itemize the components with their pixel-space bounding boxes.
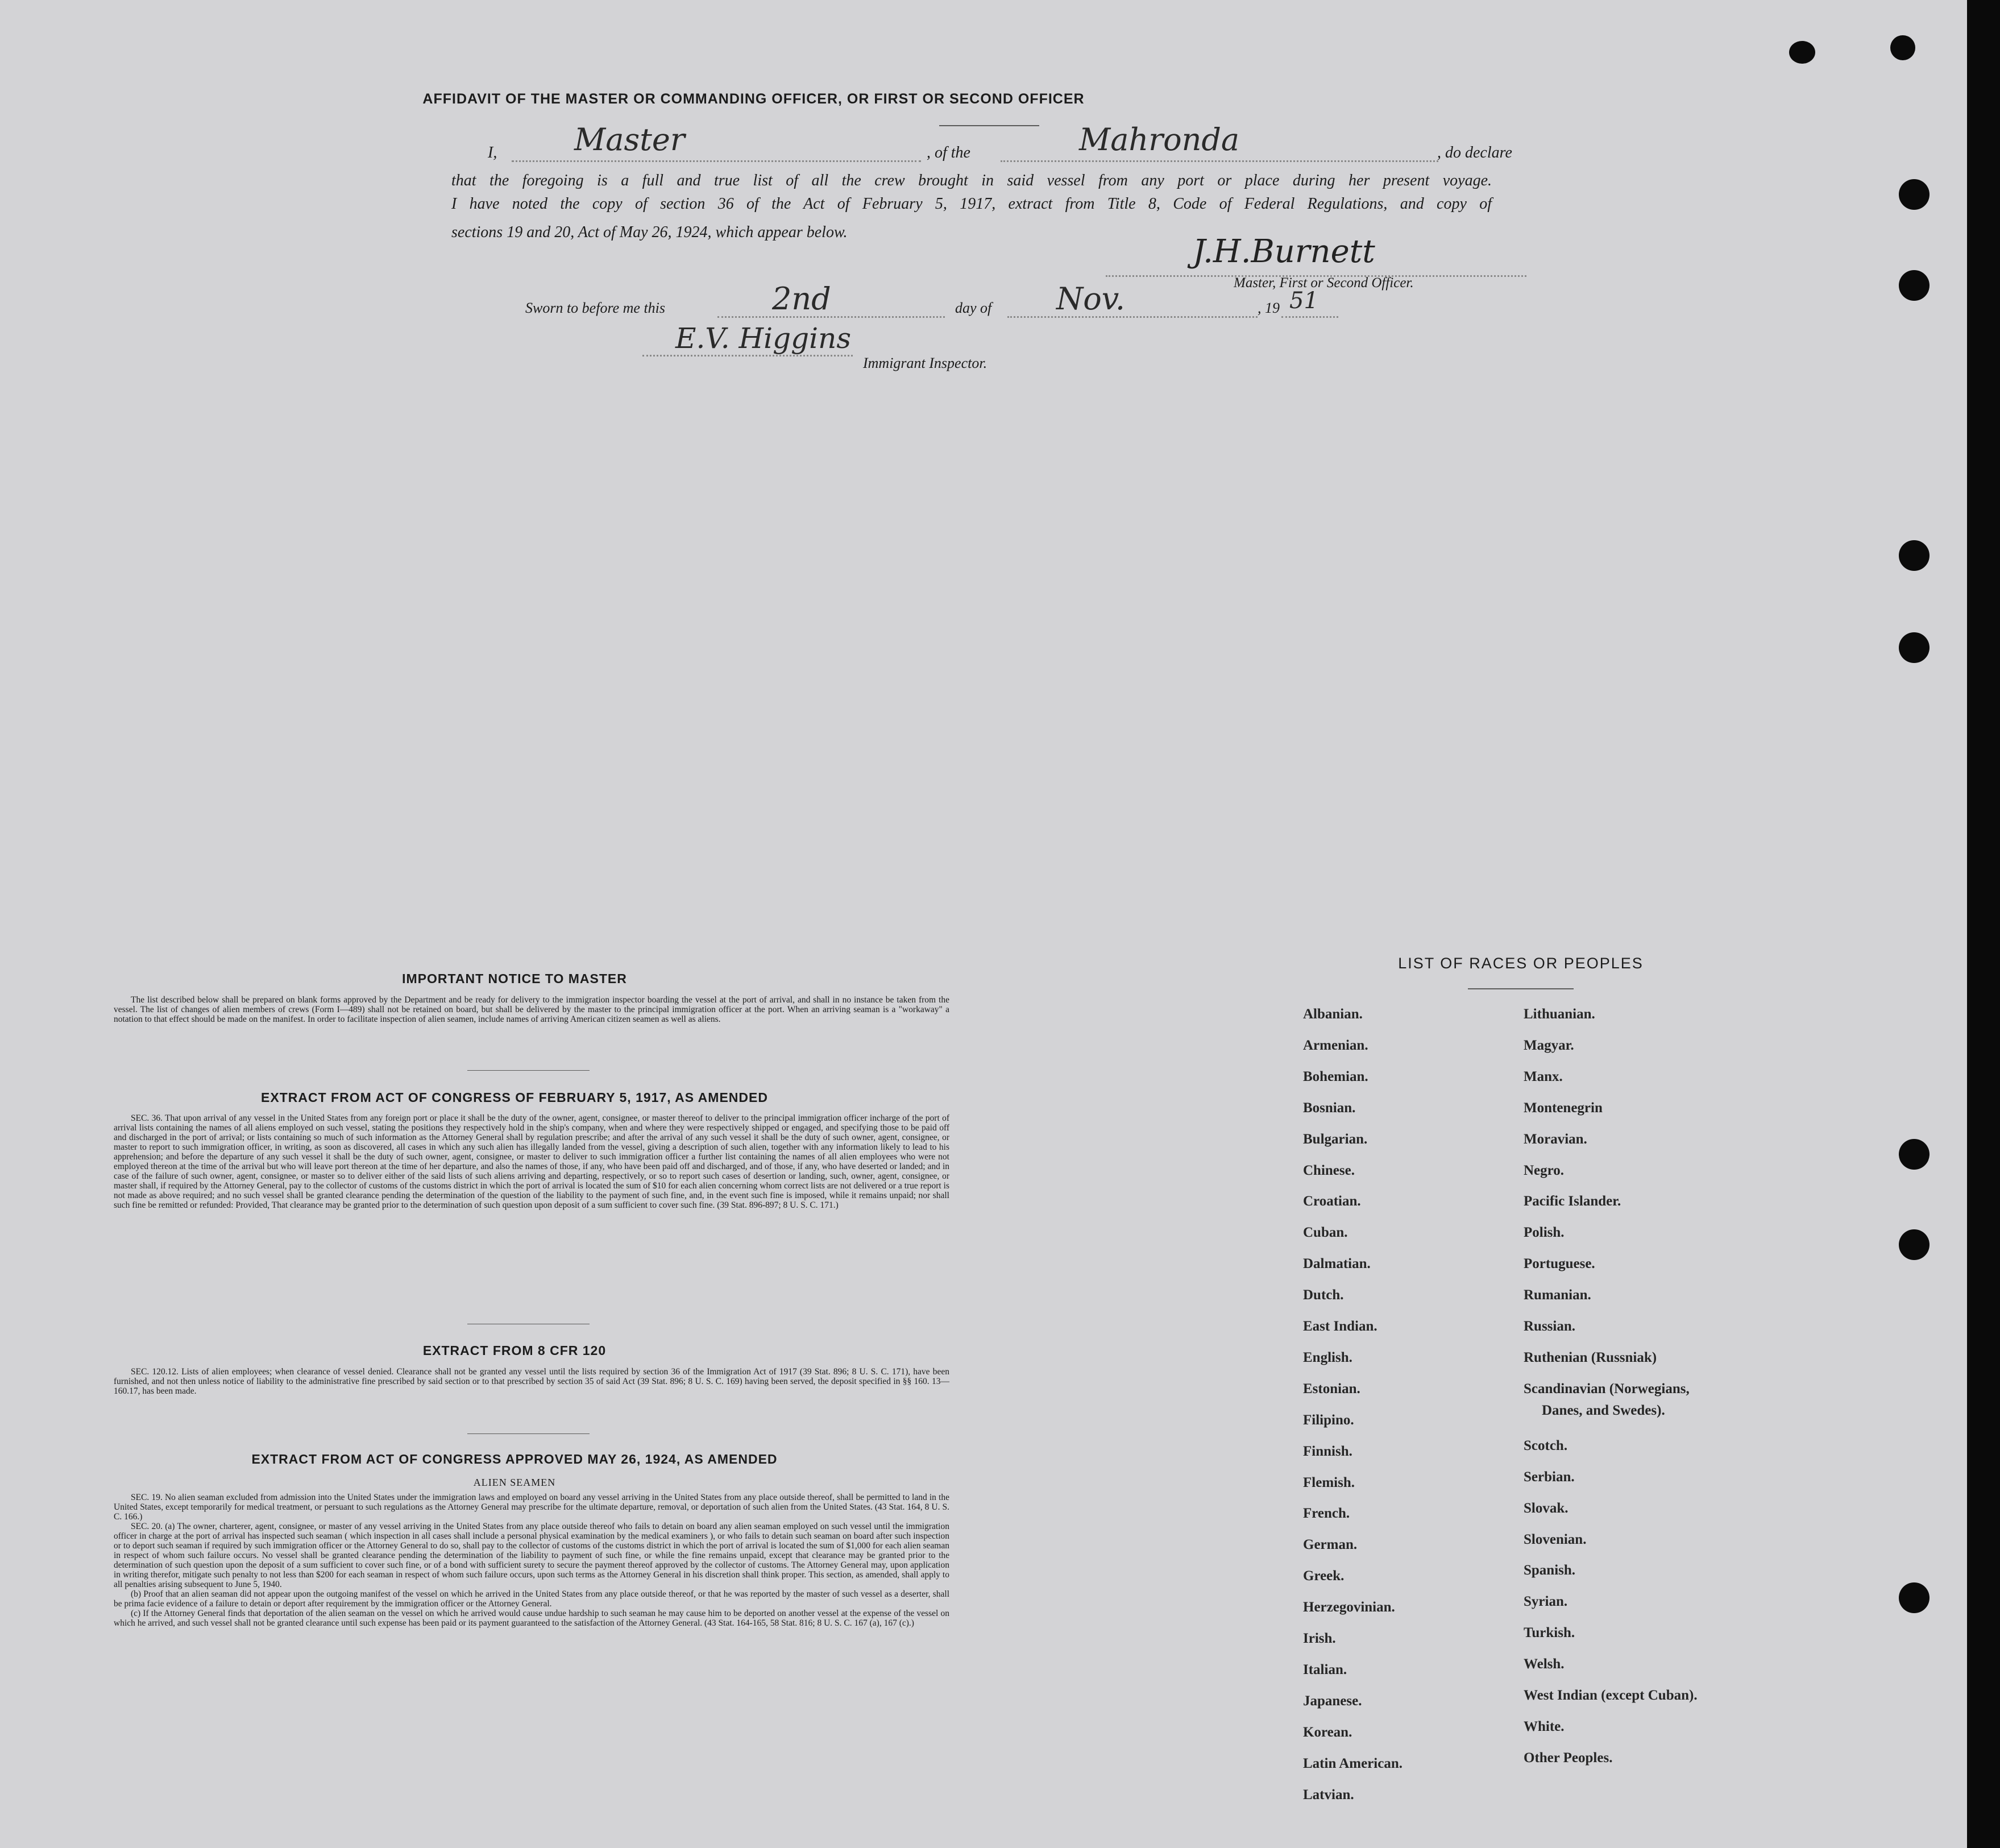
race-item: Spanish.: [1524, 1563, 1576, 1578]
race-item: Scandinavian (Norwegians,: [1524, 1381, 1690, 1397]
race-item: Albanian.: [1303, 1006, 1363, 1022]
extract-1917-text: [114, 1113, 949, 1210]
race-item: Other Peoples.: [1524, 1750, 1613, 1766]
race-item: Croatian.: [1303, 1194, 1361, 1209]
race-item: Moravian.: [1524, 1131, 1587, 1147]
extract-1917-paragraph: SEC. 36. That upon arrival of any vessel in the United States from any foreign port or place it shall be the duty of the owner, agent, consignee, or master thereof to deliver to the principal immigration officer incharge of the port of arrival lists containing the names of all aliens employed on such vessel, stating the positions they respectively hold in the ship's company, when and where they were respectively shipped or engaged, and specifying those to be paid off and discharged in the port of arrival; or lists containing so much of such information as the Attorney General shall by regulation prescribe; and after the arrival of any such vessel it shall be the duty of such owner, agent, consignee, or master to report to such immigration officer, in writing, as soon as discovered, all cases in which any such alien has illegally landed from the vessel, giving a description of such alien, together with any information likely to lead to his apprehension; and before the departure of any such vessel it shall be the duty of such owner, agent, consignee, or master to deliver to such immigration officer a further list containing the names of all alien employees who were not employed thereon at the time of the arrival but who will leave port thereon at the time of her departure, and also the names of those, if any, who have been paid off and discharged, and of those, if any, who have deserted or landed; and in case of the failure of such owner, agent, consignee, or master so to deliver either of the said lists of such aliens arriving and departing, respectively, or so to report such cases of desertion or landing, such, owner, agent, consignee, or master shall, if required by the Attorney General, pay to the collector of customs of the customs district in which the port of arrival is located the sum of $10 for each alien concerning whom correct lists are not delivered or a true report is not made as above required; and no such vessel shall be granted clearance pending the determination of the question of the liability to the payment of such fine, and, in the event such fine is imposed, while it remains unpaid; nor shall such fine be remitted or refunded: Provided, That clearance may be granted prior to the determination of such question upon deposit of a sum sufficient to cover such fine. (39 Stat. 896-897; 8 U. S. C. 171.): [114, 1113, 949, 1210]
vessel-line: [1001, 160, 1438, 162]
sworn-day-line: [717, 316, 945, 318]
notice-paragraph: The list described below shall be prepared on blank forms approved by the Department and be ready for delivery to the immigration inspector boarding the vessel at the port of arrival, and shall in no instance be taken from the vessel. The list of changes of alien members of crews (Form I—489) shall not be retained on board, but shall be delivered by the master to the principal immigration officer at the port. When an arriving seaman is a "workaway" a notation to that effect should be made on the manifest. In order to facilitate inspection of alien seamen, include names of arriving American citizen seamen as well as aliens.: [114, 995, 949, 1024]
inspector-signature: E.V. Higgins: [675, 322, 852, 355]
race-item: Italian.: [1303, 1661, 1347, 1677]
race-item: Dalmatian.: [1303, 1256, 1371, 1272]
races-heading: LIST OF RACES OR PEOPLES: [1398, 955, 1644, 972]
name-handwritten: Master: [574, 122, 685, 158]
sworn-month-line: [1007, 316, 1258, 318]
race-item: Irish.: [1303, 1631, 1336, 1646]
punch-hole: [1789, 41, 1815, 64]
punch-hole: [1899, 632, 1930, 663]
race-item: Slovak.: [1524, 1500, 1569, 1516]
notice-heading: IMPORTANT NOTICE TO MASTER: [402, 971, 627, 986]
extract-1924-sec19: SEC. 19. No alien seaman excluded from admission into the United States under the immigration laws and employed on board any vessel arriving in the United States from any place outside thereof, shall be permitted to land in the United States, except temporarily for medical treatment, or persuant to such regulations as the Attorney General may prescribe for the ultimate departure, removal, or deportation of such alien from the United States. (43 Stat. 164, 8 U. S. C. 166.): [114, 1493, 949, 1522]
races-rule: [1468, 988, 1574, 989]
race-item: Welsh.: [1524, 1656, 1565, 1672]
race-item: Russian.: [1524, 1319, 1576, 1334]
race-item: Bohemian.: [1303, 1068, 1368, 1084]
extract-cfr-paragraph: SEC. 120.12. Lists of alien employees; when clearance of vessel denied. Clearance shall not be granted any vessel until the lists required by section 36 of the Immigration Act of 1917 (39 Stat. 896; 8 U. S. C. 171), have been furnished, and not then unless notice of liability to the administrative fine prescribed by said section or to that prescribed by section 35 of said Act (39 Stat. 896; 8 U. S. C. 169) having been served, the deposit specified in §§ 160. 13—160.17, has been made.: [114, 1367, 949, 1396]
race-item: West Indian (except Cuban).: [1524, 1688, 1698, 1703]
race-item: English.: [1303, 1349, 1352, 1365]
race-item: Dutch.: [1303, 1287, 1344, 1303]
name-line: [512, 160, 921, 162]
punch-hole: [1899, 1229, 1930, 1260]
notice-text: [114, 995, 949, 1024]
race-item: French.: [1303, 1506, 1350, 1522]
race-item: Herzegovinian.: [1303, 1600, 1395, 1615]
extract-1924-sec20a: SEC. 20. (a) The owner, charterer, agent, consignee, or master of any vessel arriving in the United States from any place outside thereof who fails to detain on board any alien seaman employed on such vessel until the immigration officer in charge at the port of arrival has inspected such seaman ( which inspection in all cases shall include a personal physical examination by the medical examiners ), or who fails to detain such seaman on board after such inspection or to deport such seaman if required by such immigration officer or the Attorney General to do so, shall pay to the collector of customs of the customs district in which the port of arrival is located the sum of $1,000 for each alien seaman in respect of whom such failure occurs. No vessel shall be granted clearance pending the determination of the liability to payment of such fine, or while the fine remains unpaid, except that clearance may be granted prior to the determination of such question upon the deposit of a sum sufficient to cover such fine, or of a bond with sufficient surety to secure the payment thereof approved by the collector of customs. The Attorney General may, upon application in writing therefor, mitigate such penalty to not less than $200 for each seaman in respect of whom such failure occurs, upon such terms as the Attorney General in his discretion shall think proper. This section, as amended, shall apply to all penalties arising subsequent to June 5, 1940.: [114, 1522, 949, 1589]
extract-cfr-text: [114, 1367, 949, 1396]
punch-hole: [1899, 270, 1930, 301]
race-item: Greek.: [1303, 1568, 1345, 1584]
race-item: Pacific Islander.: [1524, 1194, 1621, 1209]
extract-1924-sec20c: (c) If the Attorney General finds that deportation of the alien seaman on the vessel on which he arrived would cause undue hardship to such seaman he may cause him to be deported on another vessel at the expense of the vessel on which he arrived, and such vessel shall not be granted clearance until such expense has been paid or its payment guaranteed to the satisfaction of the Attorney General. (43 Stat. 164-165, 58 Stat. 816; 8 U. S. C. 167 (a), 167 (c).): [114, 1609, 949, 1628]
race-item: Bulgarian.: [1303, 1131, 1368, 1147]
race-item: Flemish.: [1303, 1474, 1355, 1490]
year-line: [1281, 316, 1338, 318]
race-item: Turkish.: [1524, 1625, 1575, 1641]
extract-1917-heading: EXTRACT FROM ACT OF CONGRESS OF FEBRUARY 5, 1917, AS AMENDED: [261, 1090, 768, 1105]
affidavit-title: AFFIDAVIT OF THE MASTER OR COMMANDING OFFICER, OR FIRST OR SECOND OFFICER: [422, 91, 1085, 107]
year-handwritten: 51: [1289, 288, 1318, 314]
race-item: Montenegrin: [1524, 1100, 1603, 1116]
punch-hole: [1899, 179, 1930, 210]
race-item: Syrian.: [1524, 1594, 1568, 1610]
race-item: Scotch.: [1524, 1437, 1568, 1453]
affidavit-line-3: I have noted the copy of section 36 of the Act of February 5, 1917, extract from Title 8, Code of Federal Regulations, and copy of: [451, 195, 1492, 213]
extract-1924-sec20b: (b) Proof that an alien seaman did not appear upon the outgoing manifest of the vessel on which he arrived in the United States from any place outside thereof, or that he was reported by the master of such vessel as a deserter, shall be prima facie evidence of a failure to detain or deport after requirement by the immigration officer or the Attorney General.: [114, 1589, 949, 1609]
race-item: Korean.: [1303, 1724, 1352, 1740]
sworn-day-handwritten: 2nd: [772, 281, 831, 317]
punch-hole: [1899, 540, 1930, 571]
extract-cfr-rule: [467, 1433, 590, 1434]
punch-hole: [1899, 1139, 1930, 1170]
extract-1924-subheading: ALIEN SEAMEN: [473, 1477, 556, 1488]
race-item: Slovenian.: [1524, 1531, 1587, 1547]
do-declare-label: , do declare: [1437, 144, 1512, 161]
race-item: Estonian.: [1303, 1381, 1360, 1397]
extract-cfr-heading: EXTRACT FROM 8 CFR 120: [422, 1343, 607, 1358]
race-item: Japanese.: [1303, 1693, 1362, 1709]
inspector-caption: Immigrant Inspector.: [863, 355, 987, 371]
race-item: Rumanian.: [1524, 1287, 1591, 1303]
race-item: Filipino.: [1303, 1412, 1354, 1428]
extract-1924-text: [114, 1493, 949, 1628]
race-item: Negro.: [1524, 1162, 1565, 1178]
of-the-label: , of the: [927, 144, 970, 161]
race-item: Lithuanian.: [1524, 1006, 1595, 1022]
title-rule: [939, 125, 1039, 126]
race-item: Serbian.: [1524, 1469, 1575, 1485]
race-item: Portuguese.: [1524, 1256, 1595, 1272]
day-of-label: day of: [955, 300, 992, 316]
year-prefix: , 19: [1258, 300, 1280, 316]
punch-hole: [1890, 35, 1915, 60]
signature-caption: Master, First or Second Officer.: [1234, 275, 1414, 291]
race-item: Ruthenian (Russniak): [1524, 1349, 1657, 1365]
punch-hole: [1899, 1582, 1930, 1613]
race-item: Manx.: [1524, 1068, 1563, 1084]
race-item: Latvian.: [1303, 1787, 1354, 1803]
race-item: Armenian.: [1303, 1037, 1368, 1053]
extract-1924-heading: EXTRACT FROM ACT OF CONGRESS APPROVED MAY 26, 1924, AS AMENDED: [251, 1452, 778, 1466]
race-item: German.: [1303, 1537, 1358, 1553]
inspector-line: [642, 355, 853, 357]
sworn-month-handwritten: Nov.: [1056, 281, 1126, 317]
race-item: Finnish.: [1303, 1443, 1352, 1459]
race-item: Danes, and Swedes).: [1542, 1402, 1665, 1418]
master-signature: J.H.Burnett: [1193, 233, 1375, 270]
vessel-handwritten: Mahronda: [1079, 122, 1240, 158]
race-item: Magyar.: [1524, 1037, 1574, 1053]
notice-rule: [467, 1070, 590, 1071]
race-item: Polish.: [1524, 1225, 1565, 1241]
race-item: Chinese.: [1303, 1162, 1355, 1178]
pronoun-i: I,: [488, 144, 497, 161]
race-item: Cuban.: [1303, 1225, 1348, 1241]
affidavit-line-4: sections 19 and 20, Act of May 26, 1924, which appear below.: [451, 223, 848, 241]
affidavit-line-2: that the foregoing is a full and true list of all the crew brought in said vessel from any port or place during her present voyage.: [451, 172, 1492, 189]
sworn-label: Sworn to before me this: [525, 300, 666, 316]
race-item: White.: [1524, 1718, 1565, 1734]
race-item: Latin American.: [1303, 1755, 1403, 1771]
race-item: Bosnian.: [1303, 1100, 1356, 1116]
race-item: East Indian.: [1303, 1319, 1377, 1334]
